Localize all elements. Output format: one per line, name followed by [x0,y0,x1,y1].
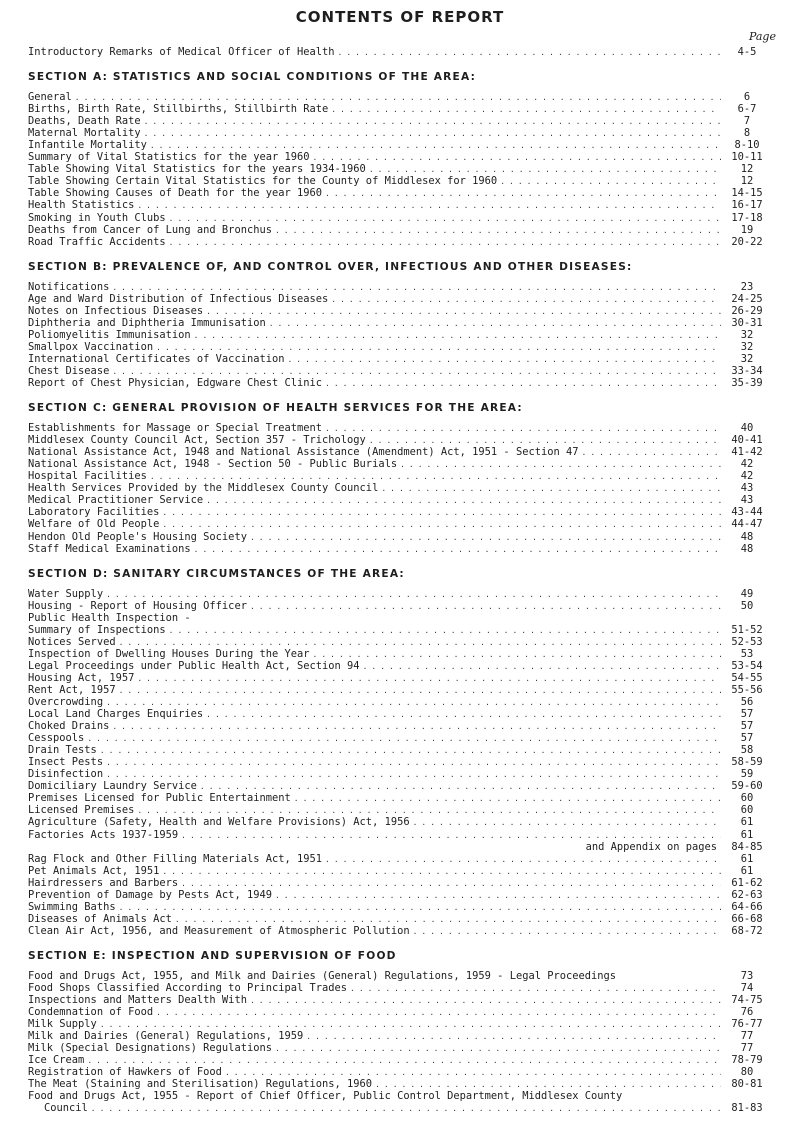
entry-page: 23 [740,280,754,293]
entry-page: 55-56 [731,683,763,696]
contents-entry [28,458,773,470]
dot-leader [203,306,721,318]
dot-leader [97,745,721,757]
dot-leader [266,318,721,330]
contents-entry [28,305,773,317]
entry-title: The Meat (Staining and Sterilisation) Regulations, 1960 [28,1078,373,1091]
contents-entry [28,889,773,901]
contents-entry [28,1018,773,1030]
contents-entry [28,434,773,446]
contents-entry [28,531,773,543]
contents-entry [28,829,773,841]
contents-entry [28,494,773,506]
contents-entry [28,877,773,889]
entry-page: 74 [740,982,754,994]
entry-page: 62-63 [731,888,763,901]
dot-leader [378,483,721,495]
entry-title: International Certificates of Vaccination [28,352,285,365]
contents-entry [28,446,773,458]
contents-entry [28,1066,773,1078]
dot-leader [134,673,721,685]
entry-title: Water Supply [28,587,104,600]
entry-title: Drain Tests [28,744,97,757]
contents-entry [28,780,773,792]
dot-leader [141,116,721,128]
entry-page: 40 [740,422,754,435]
entry-page: 58-59 [731,756,763,769]
entry-title: Food Shops Classified According to Principal Trades [28,982,348,994]
entry-title: Health Statistics [28,199,135,212]
contents-entry [28,612,773,624]
section-heading: SECTION B: PREVALENCE OF, AND CONTROL OVER, INFECTIOUS AND OTHER DISEASES: [28,260,633,273]
entry-page: 24-25 [731,292,763,305]
dot-leader [322,378,721,390]
entry-page: 61 [740,816,754,829]
entry-page: 61-62 [731,876,763,889]
entry-title: Hospital Facilities [28,470,147,483]
entry-title: Maternal Mortality [28,127,141,140]
entry-title: Notes on Infectious Diseases [28,304,204,317]
entry-title: Welfare of Old People [28,518,160,531]
entry-page: 49 [740,587,754,600]
dot-leader [84,733,721,745]
entry-page: 53 [740,647,754,660]
contents-entry [28,756,773,768]
entry-page: 66-68 [731,912,763,925]
entry-title: Table Showing Certain Vital Statistics for the County of Middlesex for 1960 [28,175,498,188]
contents-entry [28,792,773,804]
section-heading: SECTION A: STATISTICS AND SOCIAL CONDITIONS OF THE AREA: [28,71,477,84]
entry-title: Swimming Baths [28,900,116,913]
entry-title: Condemnation of Food [28,1006,154,1019]
dot-leader [272,225,721,237]
entry-page: 48 [740,542,754,555]
contents-entry [28,994,773,1006]
entry-page: 32 [740,328,754,341]
entry-page: 61 [740,852,754,865]
entry-page: 58 [740,744,754,757]
dot-leader [328,104,721,116]
dot-leader [328,294,721,306]
entry-page: 8-10 [734,139,760,152]
contents-entry [28,865,773,877]
dot-leader [347,983,721,995]
entry-page: 84-85 [731,840,763,853]
contents-entry [28,317,773,329]
contents-entry [28,913,773,925]
entry-title: Housing Act, 1957 [28,671,135,684]
dot-leader [272,1043,721,1055]
dot-leader [247,532,721,544]
contents-entry [28,236,773,248]
entry-title: Chest Disease [28,364,110,377]
entry-title: Table Showing Vital Statistics for the years 1934-1960 [28,163,366,176]
entry-page: 60 [740,804,754,817]
entry-title: Clean Air Act, 1956, and Measurement of Atmospheric Pollution [28,924,410,937]
entry-title: Report of Chest Physician, Edgware Chest Clinic [28,377,323,390]
entry-title: Medical Practitioner Service [28,494,204,507]
entry-title: Diphtheria and Diphtheria Immunisation [28,316,266,329]
entry-page: 56 [740,696,754,709]
entry-title: Licensed Premises [28,804,135,817]
dot-leader [141,128,721,140]
entry-page: 57 [740,708,754,721]
entry-title: Smoking in Youth Clubs [28,211,166,224]
contents-entry [28,422,773,434]
dot-leader [397,459,721,471]
entry-page: 33-34 [731,364,763,377]
entry-page: 6-7 [737,103,757,116]
entry-title: Premises Licensed for Public Entertainment [28,792,291,805]
entry-page: 35-39 [731,377,763,390]
contents-entry [28,482,773,494]
contents-entry [28,925,773,937]
entry-title: Pet Animals Act, 1951 [28,864,160,877]
entry-title: Health Services Provided by the Middlesex County Council [28,482,379,495]
entry-page: 81-83 [731,1102,763,1115]
entry-page: 16-17 [731,199,763,212]
dot-leader [203,709,721,721]
dot-leader [284,354,721,366]
entry-page: 59 [740,768,754,781]
dot-leader [159,507,721,519]
entry-title: National Assistance Act, 1948 and National Assistance (Amendment) Act, 1951 - Section 47 [28,446,579,459]
entry-page: 77 [740,1030,754,1043]
entry-page: 10-11 [731,151,763,164]
entry-page: 43 [740,482,754,495]
contents-entry [28,281,773,293]
report-title: CONTENTS OF REPORT [295,8,505,26]
entry-title: Inspection of Dwelling Houses During the Year [28,647,310,660]
entry-title: Factories Acts 1937-1959 [28,828,179,841]
contents-entry [28,377,773,389]
entry-page: 8 [743,127,751,140]
entry-page: 57 [740,720,754,733]
entry-page: 43 [740,494,754,507]
entry-page: 51-52 [731,623,763,636]
contents-entry [28,1102,773,1114]
contents-entry [28,744,773,756]
entry-title: Overcrowding [28,696,104,709]
entry-title: Choked Drains [28,720,110,733]
entry-title: Smallpox Vaccination [28,340,154,353]
entry-title: Ice Cream [28,1054,85,1067]
entry-page: 68-72 [731,924,763,937]
dot-leader [310,152,721,164]
entry-title: Laboratory Facilities [28,506,160,519]
entry-page: 30-31 [731,316,763,329]
entry-page: 43-44 [731,506,763,519]
entry-title: Hairdressers and Barbers [28,876,179,889]
entry-page: 12 [740,163,754,176]
entry-title: Public Health Inspection - [28,611,191,624]
entry-title: Staff Medical Examinations [28,542,191,555]
entry-page: 20-22 [731,235,763,248]
entry-title: Agriculture (Safety, Health and Welfare Provisions) Act, 1956 [28,816,410,829]
contents-entry [28,1006,773,1018]
contents-entry [28,672,773,684]
contents-entry [28,696,773,708]
entry-title: Inspections and Matters Dealth With [28,994,247,1007]
entry-page: 61 [740,828,754,841]
dot-leader [103,757,721,769]
dot-leader [497,176,721,188]
dot-leader [310,649,721,661]
entry-title: Food and Drugs Act, 1955, and Milk and Dairies (General) Regulations, 1959 - Legal Proceedings [28,969,617,982]
entry-title: Milk Supply [28,1018,97,1031]
contents-entry [28,103,773,115]
entry-title: Births, Birth Rate, Stillbirths, Stillbirth Rate [28,103,329,116]
entry-page: 57 [740,732,754,745]
contents-entry [28,841,773,853]
entry-title: Notices Served [28,635,116,648]
contents-entry [28,543,773,555]
dot-leader [191,544,721,556]
contents-entry [28,600,773,612]
entry-title: Poliomyelitis Immunisation [28,328,191,341]
dot-leader [360,661,721,673]
entry-page: 50 [740,599,754,612]
entry-title: Housing - Report of Housing Officer [28,599,247,612]
contents-entry [28,115,773,127]
entry-title: Table Showing Causes of Death for the year 1960 [28,187,323,200]
entry-title: Insect Pests [28,756,104,769]
entry-title: Summary of Inspections [28,623,166,636]
entry-title: Disinfection [28,768,104,781]
section-heading: SECTION C: GENERAL PROVISION OF HEALTH SERVICES FOR THE AREA: [28,402,523,415]
entry-page: 4-5 [737,46,757,58]
entry-title: and Appendix on pages [585,840,717,853]
entry-title: Infantile Mortality [28,139,147,152]
entry-page: 48 [740,530,754,543]
dot-leader [88,1103,721,1115]
contents-entry [28,341,773,353]
entry-title: Deaths from Cancer of Lung and Bronchus [28,223,272,236]
entry-title: Rent Act, 1957 [28,683,116,696]
entry-page: 74-75 [731,994,763,1007]
dot-leader [166,625,721,637]
entry-page: 59-60 [731,780,763,793]
entry-title: Milk (Special Designations) Regulations [28,1042,272,1055]
entry-title: Rag Flock and Other Filling Materials Act, 1951 [28,852,323,865]
contents-entry [28,588,773,600]
entry-title: Milk and Dairies (General) Regulations, 1959 [28,1030,304,1043]
contents-entry [28,151,773,163]
contents-entry [28,624,773,636]
entry-page: 80-81 [731,1078,763,1091]
contents-entry [28,470,773,482]
contents-entry [28,365,773,377]
dot-leader [579,447,721,459]
contents-entry [28,506,773,518]
dot-leader [272,890,721,902]
dot-leader [116,685,721,697]
entry-page: 26-29 [731,304,763,317]
contents-entry [28,804,773,816]
contents-entry [28,1078,773,1090]
entry-page: 53-54 [731,659,763,672]
dot-leader [134,200,721,212]
dot-leader [191,330,721,342]
entry-page: 42 [740,470,754,483]
entry-title: Middlesex County Council Act, Section 357 - Trichology [28,434,366,447]
contents-entry [28,720,773,732]
contents-entry [28,224,773,236]
entry-title: Council [44,1102,88,1115]
entry-page: 42 [740,458,754,471]
entry-page: 61 [740,864,754,877]
contents-entry [28,732,773,744]
entry-title: General [28,91,72,104]
dot-leader [116,902,721,914]
dot-leader [335,47,721,59]
entry-title: Registration of Hawkers of Food [28,1066,222,1079]
contents-entry [28,648,773,660]
contents-entry [28,518,773,530]
contents-entry [28,970,773,982]
entry-page: 12 [740,175,754,188]
dot-leader [159,866,721,878]
entry-page: 14-15 [731,187,763,200]
contents-entry [28,91,773,103]
dot-leader [322,423,721,435]
entry-page: 52-53 [731,635,763,648]
page-column-label: Page [748,30,776,43]
dot-leader [247,995,721,1007]
entry-title: Summary of Vital Statistics for the year 1960 [28,151,310,164]
entry-title: Cesspools [28,732,85,745]
dot-leader [410,926,721,938]
contents-entry [28,139,773,151]
contents-list [28,46,773,1115]
contents-entry [28,212,773,224]
contents-entry [28,684,773,696]
contents-entry [28,708,773,720]
entry-page: 17-18 [731,211,763,224]
contents-entry [28,1042,773,1054]
contents-entry [28,127,773,139]
entry-page: 76-77 [731,1018,763,1031]
entry-title: Age and Ward Distribution of Infectious Diseases [28,292,329,305]
dot-leader [322,854,721,866]
entry-page: 7 [743,115,751,128]
entry-title: Prevention of Damage by Pests Act, 1949 [28,888,272,901]
contents-entry [28,1054,773,1066]
entry-page: 41-42 [731,446,763,459]
contents-entry [28,853,773,865]
entry-page: 64-66 [731,900,763,913]
entry-page: 77 [740,1042,754,1055]
entry-title: Road Traffic Accidents [28,235,166,248]
entry-title: Legal Proceedings under Public Health Act, Section 94 [28,659,360,672]
contents-entry [28,901,773,913]
entry-page: 32 [740,340,754,353]
entry-page: 32 [740,352,754,365]
entry-page: 44-47 [731,518,763,531]
entry-title: National Assistance Act, 1948 - Section 50 - Public Burials [28,458,398,471]
dot-leader [410,817,721,829]
entry-title: Establishments for Massage or Special Treatment [28,422,323,435]
entry-title: Deaths, Death Rate [28,115,141,128]
dot-leader [322,188,721,200]
contents-entry [28,163,773,175]
entry-page: 78-79 [731,1054,763,1067]
dot-leader [109,721,721,733]
dot-leader [291,793,721,805]
entry-title: Local Land Charges Enquiries [28,708,204,721]
contents-entry [28,982,773,994]
entry-page: 60 [740,792,754,805]
contents-entry [28,636,773,648]
entry-page: 80 [740,1066,754,1079]
dot-leader [153,1007,721,1019]
entry-title: Hendon Old People's Housing Society [28,530,247,543]
contents-entry [28,199,773,211]
dot-leader [203,495,721,507]
entry-page: 73 [740,969,754,982]
entry-page: 6 [743,91,751,104]
entry-title: Domiciliary Laundry Service [28,780,197,793]
entry-page: 19 [740,223,754,236]
contents-entry [28,768,773,780]
contents-entry [28,187,773,199]
section-heading: SECTION E: INSPECTION AND SUPERVISION OF FOOD [28,949,397,962]
contents-entry [28,175,773,187]
dot-leader [247,601,721,613]
contents-entry [28,353,773,365]
entry-title: Food and Drugs Act, 1955 - Report of Chief Officer, Public Control Department, Middlesex County [28,1090,623,1103]
sections-container [28,71,773,1114]
intro-entry [28,46,773,58]
dot-leader [303,1031,721,1043]
entry-page: 76 [740,1006,754,1019]
section-heading: SECTION D: SANITARY CIRCUMSTANCES OF THE AREA: [28,567,405,580]
contents-entry [28,1030,773,1042]
entry-page: 54-55 [731,671,763,684]
entry-title: Notifications [28,280,110,293]
dot-leader [166,237,721,249]
entry-page: 40-41 [731,434,763,447]
contents-entry [28,1090,773,1102]
contents-entry [28,293,773,305]
contents-entry [28,816,773,828]
contents-entry [28,660,773,672]
contents-entry [28,329,773,341]
entry-title: Introductory Remarks of Medical Officer of Health [28,46,335,58]
entry-title: Diseases of Animals Act [28,912,172,925]
